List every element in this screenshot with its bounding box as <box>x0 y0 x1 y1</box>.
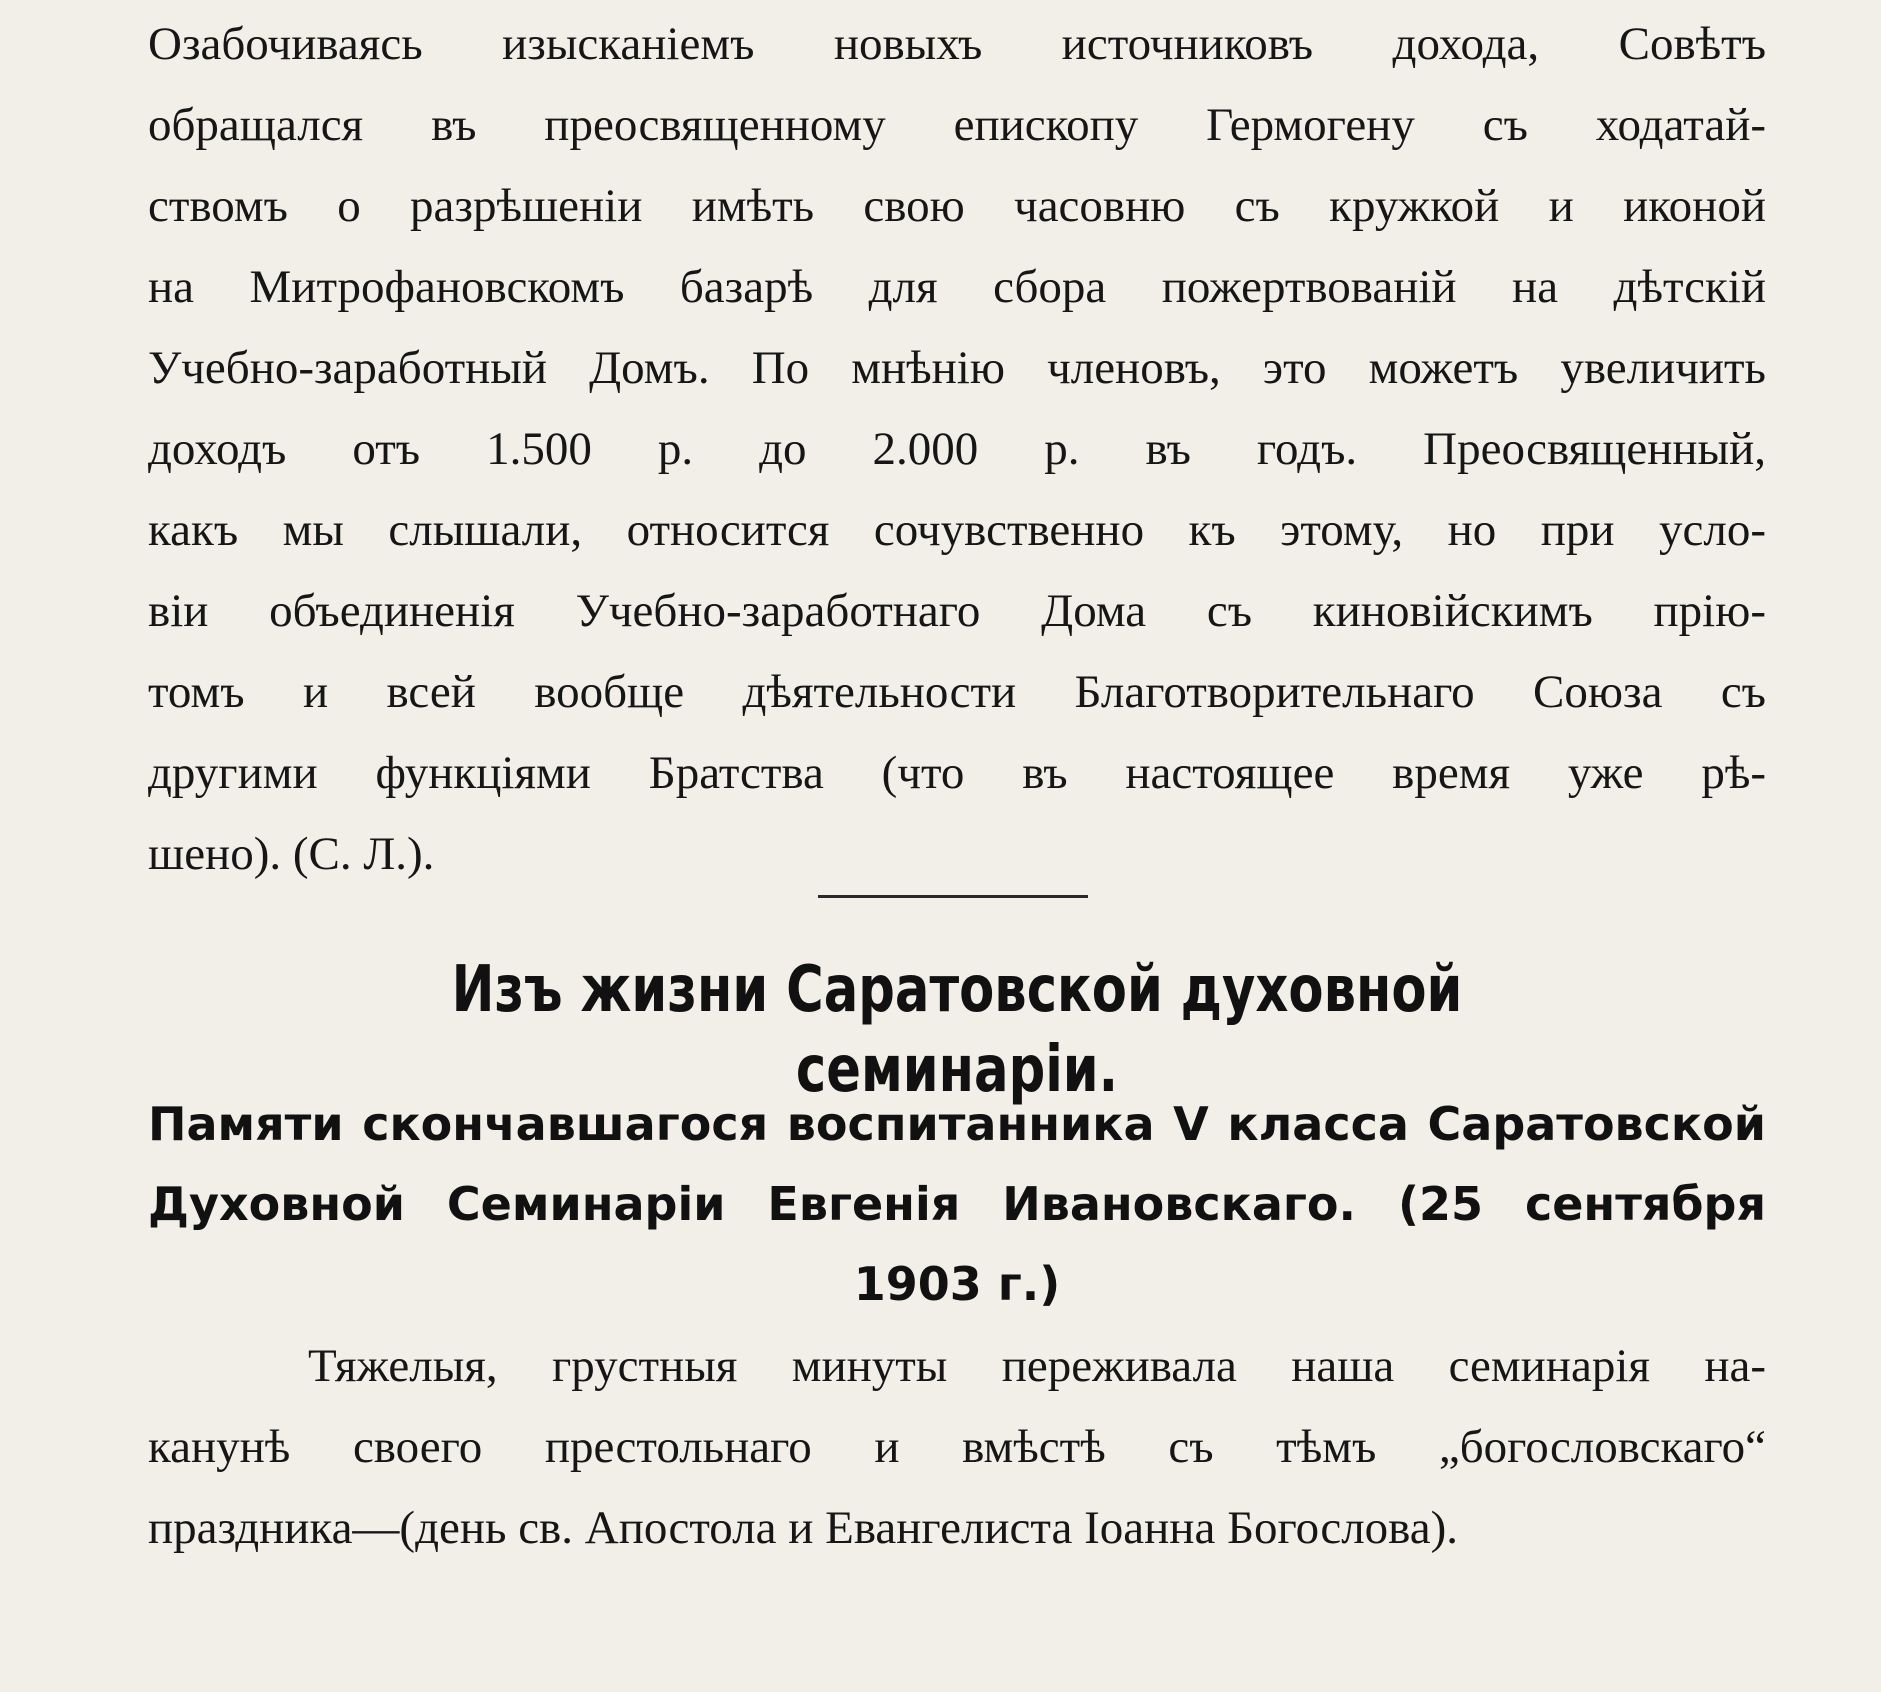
subheading-line: 1903 г.) <box>853 1257 1061 1311</box>
text-line: обращался въ преосвященному епископу Гермогену съ ходатай- <box>148 99 1766 151</box>
section-subheading <box>148 1084 1766 1324</box>
text-line: шено). (С. Л.). <box>148 828 435 880</box>
text-line: Озабочиваясь изысканіемъ новыхъ источниковъ дохода, Совѣтъ <box>148 18 1766 70</box>
text-line: на Митрофановскомъ базарѣ для сбора пожертвованій на дѣтскій <box>148 261 1766 313</box>
text-line: другими функціями Братства (что въ настоящее время уже рѣ- <box>148 747 1766 799</box>
paragraph-seminary-news <box>148 1326 1766 1569</box>
paragraph-council-income <box>148 4 1766 895</box>
text-line: Учебно-заработный Домъ. По мнѣнію членовъ, это можетъ увеличить <box>148 342 1766 394</box>
text-line: томъ и всей вообще дѣятельности Благотворительнаго Союза съ <box>148 666 1766 718</box>
section-heading: Изъ жизни Саратовской духовной семинаріи. <box>451 953 1463 1107</box>
text-line: праздника—(день св. Апостола и Евангелиста Іоанна Богослова). <box>148 1502 1458 1554</box>
text-line: канунѣ своего престольнаго и вмѣстѣ съ тѣмъ „богословскаго“ <box>148 1421 1766 1473</box>
subheading-line: Духовной Семинаріи Евгенія Ивановскаго. (25 сентября <box>148 1177 1766 1231</box>
text-line: віи объединенія Учебно-заработнаго Дома съ киновійскимъ прію- <box>148 585 1766 637</box>
text-line: ствомъ о разрѣшеніи имѣть свою часовню съ кружкой и иконой <box>148 180 1766 232</box>
text-line: какъ мы слышали, относится сочувственно къ этому, но при усло- <box>148 504 1766 556</box>
section-divider <box>818 895 1088 898</box>
text-line: Тяжелыя, грустныя минуты переживала наша семинарія на- <box>308 1340 1766 1392</box>
text-line: доходъ отъ 1.500 р. до 2.000 р. въ годъ. Преосвященный, <box>148 423 1766 475</box>
subheading-line: Памяти скончавшагося воспитанника V класса Саратовской <box>148 1097 1766 1151</box>
